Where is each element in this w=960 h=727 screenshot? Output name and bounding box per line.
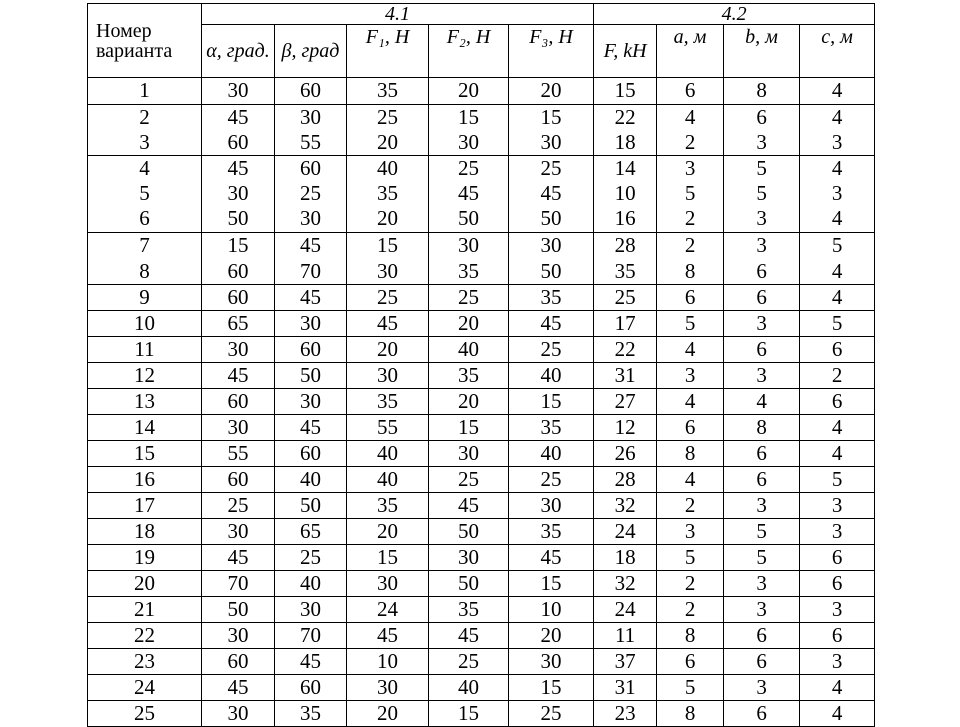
table-cell: 35 (509, 415, 594, 441)
table-row (88, 105, 875, 131)
table-cell: 30 (347, 571, 429, 597)
table-cell: 50 (202, 206, 275, 233)
table-cell: 45 (509, 181, 594, 206)
table-row (88, 415, 875, 441)
table-cell: 30 (429, 441, 509, 467)
table-cell: 30 (275, 311, 347, 337)
table-row (88, 130, 875, 156)
table-row (88, 259, 875, 285)
table-cell: 3 (800, 181, 875, 206)
table-cell: 45 (429, 623, 509, 649)
table-cell: 3 (800, 649, 875, 675)
table-cell: 20 (347, 130, 429, 156)
table-cell: 2 (657, 571, 724, 597)
table-cell: 6 (724, 701, 800, 727)
table-cell: 35 (594, 259, 657, 285)
table-cell: 12 (88, 363, 202, 389)
table-cell: 6 (657, 415, 724, 441)
table-cell: 30 (202, 415, 275, 441)
table-cell: 45 (275, 233, 347, 260)
table-cell: 50 (509, 259, 594, 285)
table-row (88, 78, 875, 105)
table-cell: 60 (275, 156, 347, 182)
table-row (88, 623, 875, 649)
table-cell: 70 (275, 259, 347, 285)
table-cell: 60 (202, 285, 275, 311)
table-cell: 5 (657, 675, 724, 701)
table-cell: 25 (509, 337, 594, 363)
table-cell: 5 (800, 233, 875, 260)
table-cell: 18 (594, 545, 657, 571)
table-cell: 2 (657, 130, 724, 156)
table-cell: 20 (429, 311, 509, 337)
table-row (88, 233, 875, 260)
table-cell: 7 (88, 233, 202, 260)
col-header-c: c, м (800, 25, 875, 78)
table-cell: 30 (347, 363, 429, 389)
table-cell: 10 (509, 597, 594, 623)
table-cell: 45 (275, 649, 347, 675)
table-cell: 24 (347, 597, 429, 623)
table-cell: 30 (275, 105, 347, 131)
table-cell: 6 (800, 571, 875, 597)
table-cell: 30 (202, 519, 275, 545)
table-cell: 45 (429, 181, 509, 206)
table-cell: 55 (275, 130, 347, 156)
table-cell: 3 (724, 130, 800, 156)
table-cell: 6 (724, 441, 800, 467)
table-row (88, 597, 875, 623)
table-cell: 30 (275, 389, 347, 415)
table-row (88, 441, 875, 467)
table-cell: 50 (202, 597, 275, 623)
table-cell: 45 (202, 156, 275, 182)
table-cell: 20 (429, 389, 509, 415)
table-cell: 35 (347, 78, 429, 105)
table-cell: 24 (88, 675, 202, 701)
table-cell: 35 (429, 597, 509, 623)
table-cell: 25 (347, 105, 429, 131)
table-cell: 65 (275, 519, 347, 545)
table-cell: 8 (657, 441, 724, 467)
table-cell: 4 (800, 156, 875, 182)
table-cell: 15 (594, 78, 657, 105)
table-row (88, 701, 875, 727)
table-cell: 2 (657, 206, 724, 233)
table-cell: 3 (800, 493, 875, 519)
table-cell: 55 (347, 415, 429, 441)
table-cell: 50 (509, 206, 594, 233)
table-row (88, 493, 875, 519)
table-cell: 40 (275, 571, 347, 597)
table-cell: 8 (657, 623, 724, 649)
table-cell: 35 (275, 701, 347, 727)
table-cell: 35 (347, 389, 429, 415)
table-cell: 35 (509, 519, 594, 545)
table-cell: 25 (275, 545, 347, 571)
table-cell: 24 (594, 519, 657, 545)
table-cell: 4 (657, 467, 724, 493)
table-cell: 3 (800, 519, 875, 545)
table-cell: 3 (724, 363, 800, 389)
table-cell: 13 (88, 389, 202, 415)
table-cell: 5 (657, 545, 724, 571)
col-header-f3: F₃, Н (509, 25, 594, 78)
table-row (88, 389, 875, 415)
table-cell: 21 (88, 597, 202, 623)
table-cell: 30 (202, 623, 275, 649)
table-cell: 3 (724, 233, 800, 260)
table-cell: 9 (88, 285, 202, 311)
table-cell: 6 (800, 545, 875, 571)
table-cell: 32 (594, 571, 657, 597)
table-cell: 11 (594, 623, 657, 649)
table-cell: 10 (594, 181, 657, 206)
table-cell: 3 (724, 675, 800, 701)
table-cell: 60 (275, 441, 347, 467)
table-row (88, 675, 875, 701)
table-cell: 25 (429, 467, 509, 493)
table-cell: 35 (429, 259, 509, 285)
table-cell: 45 (202, 363, 275, 389)
table-cell: 16 (88, 467, 202, 493)
table-cell: 25 (509, 156, 594, 182)
table-cell: 45 (202, 105, 275, 131)
table-cell: 45 (509, 545, 594, 571)
table-cell: 5 (724, 545, 800, 571)
table-cell: 8 (724, 415, 800, 441)
table-cell: 25 (509, 701, 594, 727)
table-cell: 35 (347, 493, 429, 519)
table-cell: 4 (800, 675, 875, 701)
table-cell: 14 (594, 156, 657, 182)
table-cell: 28 (594, 233, 657, 260)
table-row (88, 311, 875, 337)
table-cell: 35 (347, 181, 429, 206)
table-cell: 25 (347, 285, 429, 311)
table-cell: 45 (275, 285, 347, 311)
table-cell: 60 (202, 467, 275, 493)
table-cell: 20 (347, 519, 429, 545)
table-cell: 30 (275, 206, 347, 233)
table-cell: 2 (88, 105, 202, 131)
table-cell: 4 (800, 701, 875, 727)
table-cell: 15 (88, 441, 202, 467)
table-cell: 30 (509, 233, 594, 260)
table-cell: 5 (800, 311, 875, 337)
table-cell: 2 (800, 363, 875, 389)
table-cell: 6 (657, 649, 724, 675)
table-cell: 6 (657, 78, 724, 105)
table-cell: 50 (429, 571, 509, 597)
table-cell: 65 (202, 311, 275, 337)
col-header-f1: F₁, Н (347, 25, 429, 78)
table-cell: 20 (509, 623, 594, 649)
table-cell: 10 (347, 649, 429, 675)
table-cell: 25 (509, 467, 594, 493)
table-cell: 15 (347, 233, 429, 260)
table-cell: 17 (594, 311, 657, 337)
table-cell: 45 (347, 311, 429, 337)
table-cell: 3 (800, 597, 875, 623)
table-cell: 15 (429, 701, 509, 727)
table-cell: 6 (800, 337, 875, 363)
table-cell: 23 (594, 701, 657, 727)
table-cell: 40 (429, 337, 509, 363)
table-cell: 45 (509, 311, 594, 337)
table-cell: 4 (800, 78, 875, 105)
table-cell: 3 (724, 493, 800, 519)
table-cell: 2 (657, 493, 724, 519)
table-cell: 4 (657, 337, 724, 363)
col-header-alpha: α, град. (202, 25, 275, 78)
table-cell: 10 (88, 311, 202, 337)
table-cell: 6 (724, 337, 800, 363)
table-cell: 22 (594, 105, 657, 131)
table-cell: 14 (88, 415, 202, 441)
table-cell: 70 (202, 571, 275, 597)
table-cell: 30 (509, 493, 594, 519)
table-cell: 6 (657, 285, 724, 311)
table-cell: 60 (275, 78, 347, 105)
table-cell: 60 (202, 389, 275, 415)
table-cell: 5 (724, 181, 800, 206)
table-cell: 35 (509, 285, 594, 311)
table-cell: 20 (88, 571, 202, 597)
table-cell: 15 (509, 389, 594, 415)
table-cell: 30 (202, 78, 275, 105)
table-cell: 45 (429, 493, 509, 519)
table-cell: 40 (509, 441, 594, 467)
table-cell: 60 (202, 130, 275, 156)
table-cell: 8 (657, 701, 724, 727)
col-header-a: a, м (657, 25, 724, 78)
table-cell: 25 (594, 285, 657, 311)
table-cell: 30 (509, 130, 594, 156)
table-cell: 2 (657, 597, 724, 623)
table-cell: 5 (724, 156, 800, 182)
table-cell: 4 (724, 389, 800, 415)
group-header-4-1: 4.1 (202, 4, 594, 25)
table-row (88, 467, 875, 493)
col-header-beta: β, град (275, 25, 347, 78)
table-cell: 40 (347, 441, 429, 467)
table-cell: 60 (275, 337, 347, 363)
table-cell: 15 (509, 571, 594, 597)
table-cell: 45 (275, 415, 347, 441)
table-cell: 50 (429, 206, 509, 233)
table-cell: 50 (275, 493, 347, 519)
group-header-4-2: 4.2 (594, 4, 875, 25)
table-cell: 20 (347, 701, 429, 727)
table-cell: 15 (429, 415, 509, 441)
table-cell: 45 (347, 623, 429, 649)
table-cell: 30 (429, 545, 509, 571)
table-cell: 60 (202, 259, 275, 285)
table-cell: 5 (88, 181, 202, 206)
table-cell: 4 (657, 389, 724, 415)
table-cell: 11 (88, 337, 202, 363)
table-cell: 6 (800, 623, 875, 649)
table-cell: 3 (657, 363, 724, 389)
table-row (88, 181, 875, 206)
table-cell: 26 (594, 441, 657, 467)
table-row (88, 519, 875, 545)
header-row-columns (88, 25, 875, 78)
table-cell: 31 (594, 675, 657, 701)
table-cell: 8 (657, 259, 724, 285)
table-row (88, 156, 875, 182)
table-cell: 30 (347, 259, 429, 285)
table-cell: 37 (594, 649, 657, 675)
col-header-f2: F₂, Н (429, 25, 509, 78)
table-cell: 23 (88, 649, 202, 675)
table-cell: 32 (594, 493, 657, 519)
table-cell: 28 (594, 467, 657, 493)
table-cell: 25 (202, 493, 275, 519)
table-cell: 40 (429, 675, 509, 701)
table-cell: 30 (202, 337, 275, 363)
table-cell: 60 (275, 675, 347, 701)
table-cell: 60 (202, 649, 275, 675)
table-cell: 15 (509, 675, 594, 701)
table-cell: 40 (347, 156, 429, 182)
table-cell: 4 (88, 156, 202, 182)
table-row (88, 206, 875, 233)
table-cell: 27 (594, 389, 657, 415)
table-cell: 55 (202, 441, 275, 467)
table-cell: 15 (429, 105, 509, 131)
table-cell: 15 (347, 545, 429, 571)
table-cell: 50 (275, 363, 347, 389)
table-cell: 30 (275, 597, 347, 623)
table-cell: 4 (800, 105, 875, 131)
table-cell: 5 (800, 467, 875, 493)
table-row (88, 285, 875, 311)
table-cell: 50 (429, 519, 509, 545)
table-cell: 30 (202, 701, 275, 727)
table-cell: 25 (88, 701, 202, 727)
table-body (88, 4, 875, 727)
table-cell: 5 (657, 181, 724, 206)
table-cell: 3 (88, 130, 202, 156)
table-cell: 6 (724, 467, 800, 493)
table-cell: 30 (347, 675, 429, 701)
table-cell: 3 (800, 130, 875, 156)
table-cell: 8 (724, 78, 800, 105)
table-cell: 30 (509, 649, 594, 675)
table-cell: 6 (724, 259, 800, 285)
table-cell: 6 (724, 649, 800, 675)
table-cell: 40 (509, 363, 594, 389)
table-cell: 25 (275, 181, 347, 206)
table-cell: 18 (88, 519, 202, 545)
table-cell: 20 (429, 78, 509, 105)
table-cell: 25 (429, 649, 509, 675)
table-cell: 35 (429, 363, 509, 389)
table-row (88, 545, 875, 571)
table-cell: 2 (657, 233, 724, 260)
table-cell: 6 (800, 389, 875, 415)
table-cell: 20 (509, 78, 594, 105)
table-cell: 25 (429, 285, 509, 311)
table-cell: 4 (800, 415, 875, 441)
table-cell: 17 (88, 493, 202, 519)
table-cell: 45 (202, 675, 275, 701)
table-cell: 40 (275, 467, 347, 493)
table-cell: 15 (202, 233, 275, 260)
table-cell: 3 (724, 311, 800, 337)
table-cell: 6 (724, 285, 800, 311)
table-cell: 3 (724, 597, 800, 623)
table-cell: 19 (88, 545, 202, 571)
table-cell: 3 (657, 519, 724, 545)
table-cell: 30 (429, 233, 509, 260)
table-cell: 1 (88, 78, 202, 105)
table-cell: 20 (347, 206, 429, 233)
table-cell: 4 (800, 259, 875, 285)
table-cell: 18 (594, 130, 657, 156)
table-cell: 6 (724, 105, 800, 131)
table-cell: 5 (724, 519, 800, 545)
table-cell: 45 (202, 545, 275, 571)
table-cell: 4 (657, 105, 724, 131)
table-cell: 22 (88, 623, 202, 649)
table-row (88, 363, 875, 389)
table-cell: 20 (347, 337, 429, 363)
table-cell: 16 (594, 206, 657, 233)
variants-table (87, 3, 875, 727)
table-cell: 4 (800, 441, 875, 467)
table-cell: 6 (724, 623, 800, 649)
table-row (88, 649, 875, 675)
table-cell: 4 (800, 285, 875, 311)
table-cell: 25 (429, 156, 509, 182)
table-cell: 31 (594, 363, 657, 389)
table-cell: 15 (509, 105, 594, 131)
table-cell: 30 (429, 130, 509, 156)
variant-header: Номер варианта (88, 4, 202, 78)
table-cell: 24 (594, 597, 657, 623)
table-cell: 3 (724, 206, 800, 233)
col-header-b: b, м (724, 25, 800, 78)
table-cell: 40 (347, 467, 429, 493)
table-cell: 22 (594, 337, 657, 363)
table-row (88, 571, 875, 597)
col-header-f: F, kН (594, 25, 657, 78)
table-cell: 5 (657, 311, 724, 337)
table-cell: 3 (724, 571, 800, 597)
header-row-groups (88, 4, 875, 25)
table-cell: 6 (88, 206, 202, 233)
table-cell: 8 (88, 259, 202, 285)
table-cell: 3 (657, 156, 724, 182)
table-row (88, 337, 875, 363)
table-cell: 30 (202, 181, 275, 206)
table-cell: 4 (800, 206, 875, 233)
table-cell: 70 (275, 623, 347, 649)
table-cell: 12 (594, 415, 657, 441)
